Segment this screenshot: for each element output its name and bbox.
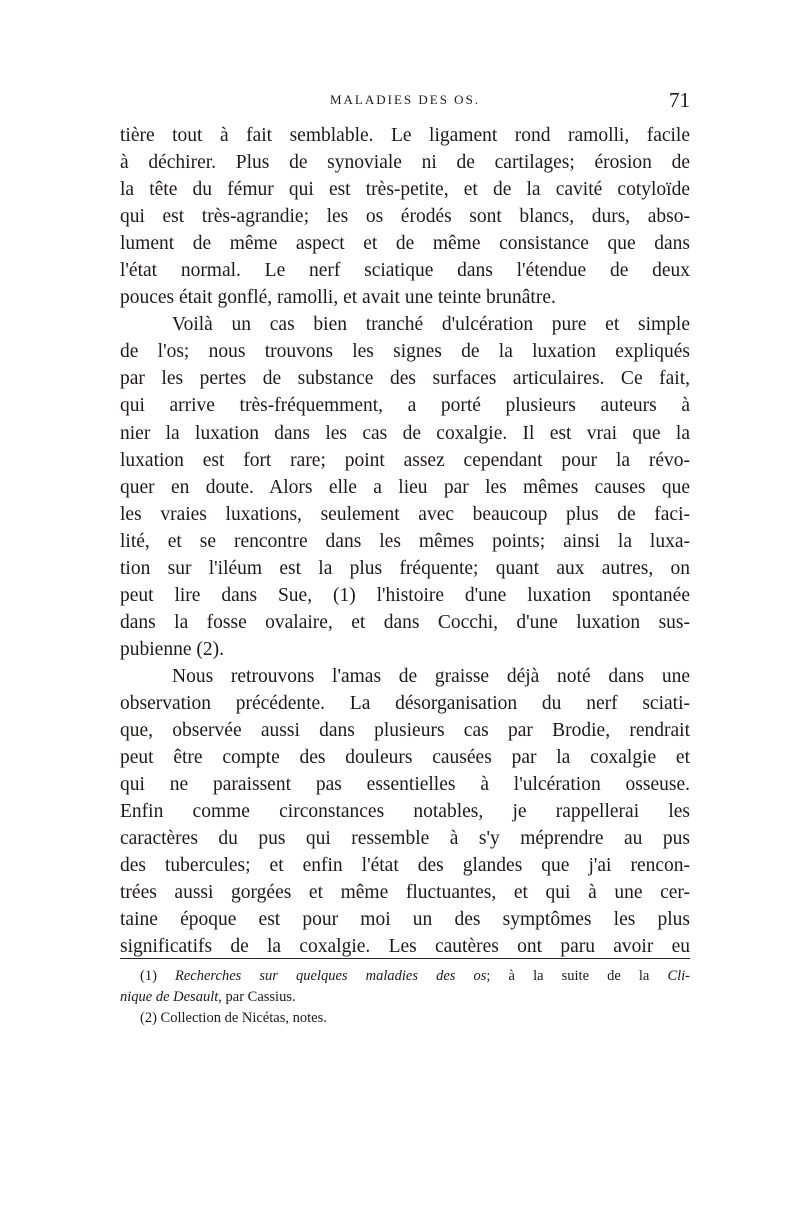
footnote-1-continuation bbox=[120, 987, 690, 1008]
text-line: nier la luxation dans les cas de coxalgie. Il est vrai que la bbox=[120, 422, 690, 444]
text-line: Enfin comme circonstances notables, je rappellerai les bbox=[120, 801, 690, 823]
paragraph-start-line: Voilà un cas bien tranché d'ulcération pure et simple bbox=[172, 314, 690, 336]
text-line: tière tout à fait semblable. Le ligament rond ramolli, facile bbox=[120, 125, 690, 146]
text-line: lument de même aspect et de même consistance que dans bbox=[120, 233, 690, 255]
body-text bbox=[120, 122, 690, 960]
text-line: de l'os; nous trouvons les signes de la luxation expliqués bbox=[120, 341, 690, 363]
text-line: les vraies luxations, seulement avec beaucoup plus de faci- bbox=[120, 503, 690, 525]
text-line: trées aussi gorgées et même fluctuantes, et qui à une cer- bbox=[120, 882, 690, 904]
text-line: la tête du fémur qui est très-petite, et de la cavité cotyloïde bbox=[120, 179, 690, 201]
text-line: significatifs de la coxalgie. Les cautères ont paru avoir eu bbox=[120, 936, 690, 958]
text-line: pubienne (2). bbox=[120, 638, 224, 660]
text-line: taine époque est pour moi un des symptômes les plus bbox=[120, 909, 690, 931]
footnote-1-title-end: nique de Desault bbox=[120, 989, 219, 1005]
text-line: peut lire dans Sue, (1) l'histoire d'une luxation spontanée bbox=[120, 584, 690, 606]
footnote-1-author: , par Cassius. bbox=[218, 989, 296, 1005]
text-line: l'état normal. Le nerf sciatique dans l'étendue de deux bbox=[120, 260, 690, 282]
running-title: MALADIES DES OS. bbox=[329, 92, 481, 107]
text-line: lité, et se rencontre dans les mêmes points; ainsi la luxa- bbox=[120, 530, 690, 552]
footnotes bbox=[120, 966, 690, 1029]
text-line: par les pertes de substance des surfaces articulaires. Ce fait, bbox=[120, 368, 690, 390]
footnote-1 bbox=[120, 966, 690, 987]
footnote-1-marker: (1) bbox=[140, 968, 157, 984]
text-line: que, observée aussi dans plusieurs cas par Brodie, rendrait bbox=[120, 720, 690, 742]
text-line: pouces était gonflé, ramolli, et avait une teinte brunâtre. bbox=[120, 287, 556, 309]
text-line: luxation est fort rare; point assez cependant pour la révo- bbox=[120, 449, 690, 471]
page-header bbox=[120, 88, 690, 118]
text-line: peut être compte des douleurs causées par la coxalgie et bbox=[120, 747, 690, 769]
text-line: caractères du pus qui ressemble à s'y méprendre au pus bbox=[120, 828, 690, 850]
footnote-rule bbox=[120, 958, 690, 959]
text-line: des tubercules; et enfin l'état des glandes que j'ai rencon- bbox=[120, 855, 690, 877]
text-line: qui ne paraissent pas essentielles à l'ulcération osseuse. bbox=[120, 774, 690, 796]
text-line: à déchirer. Plus de synoviale ni de cartilages; érosion de bbox=[120, 152, 690, 174]
text-line: observation précédente. La désorganisation du nerf sciati- bbox=[120, 692, 690, 714]
text-line: tion sur l'iléum est la plus fréquente; quant aux autres, on bbox=[120, 557, 690, 579]
text-line: qui arrive très-fréquemment, a porté plusieurs auteurs à bbox=[120, 395, 690, 417]
page-number: 71 bbox=[669, 88, 690, 112]
footnote-1-text: ; à la suite de la bbox=[486, 968, 650, 984]
footnote-2: (2) Collection de Nicétas, notes. bbox=[140, 1010, 327, 1026]
paragraph-start-line: Nous retrouvons l'amas de graisse déjà noté dans une bbox=[172, 665, 690, 687]
text-line: dans la fosse ovalaire, et dans Cocchi, d'une luxation sus- bbox=[120, 611, 690, 633]
footnote-1-title-cont: Cli- bbox=[667, 968, 690, 984]
text-line: quer en doute. Alors elle a lieu par les mêmes causes que bbox=[120, 476, 690, 498]
footnote-1-title: Recherches sur quelques maladies des os bbox=[175, 968, 487, 984]
text-line: qui est très-agrandie; les os érodés sont blancs, durs, abso- bbox=[120, 206, 690, 228]
